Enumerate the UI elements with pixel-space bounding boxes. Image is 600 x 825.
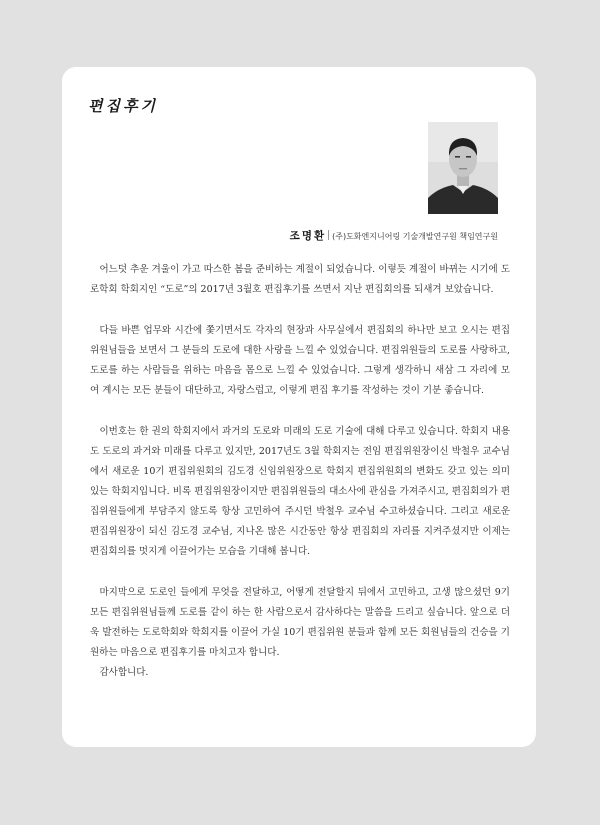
editorial-card xyxy=(62,67,536,747)
paragraph: 다들 바쁜 업무와 시간에 쫓기면서도 각자의 현장과 사무실에서 편집회의 하나만 보고 오시는 편집위원님들을 보면서 그 분들의 도로에 대한 사랑을 느낄 수 있었습니다. 편집위원들의 도로를 사랑하고, 도로를 하는 사람들을 위하는 마음을 몸으로 느낄 수 있었습니다. 그렇게 생각하니 새삼 그 자리에 모여 계시는 모든 분들이 대단하고, 자랑스럽고, 이렇게 편집 후기를 작성하는 것이 기분 좋습니다. xyxy=(90,325,510,396)
paragraph: 이번호는 한 권의 학회지에서 과거의 도로와 미래의 도로 기술에 대해 다루고 있습니다. 학회지 내용도 도로의 과거와 미래를 다루고 있지만, 2017년도 3월 학회지는 전임 편집위원장이신 박철우 교수님에서 새로운 10기 편집위원회의 김도경 신임위원장으로 학회지 편집위원회의 변화도 갖고 있는 의미있는 학회지입니다. 비록 편집위원장이지만 편집위원들의 대소사에 관심을 가져주시고, 편집회의가 편집위원들에게 부담주지 않도록 항상 고민하여 주시던 박철우 교수님 수고하셨습니다. 그리고 새로운 편집위원장이 되신 김도경 교수님, 지나온 많은 시간동안 항상 편집회의 자리를 지켜주셨지만 이제는 편집회의를 멋지게 이끌어가는 모습을 기대해 봅니다. xyxy=(90,426,510,557)
editorial-body xyxy=(90,260,510,704)
page-title: 편집후기 xyxy=(88,97,158,115)
paragraph: 어느덧 추운 겨울이 가고 따스한 봄을 준비하는 계절이 되었습니다. 이렇듯 계절이 바뀌는 시기에 도로학회 학회지인 “도로”의 2017년 3월호 편집후기를 쓰면서 지난 편집회의를 되새겨 보았습니다. xyxy=(90,264,510,295)
author-affiliation: (주)도화엔지니어링 기술개발연구원 책임연구원 xyxy=(332,232,498,241)
author-byline xyxy=(290,228,498,243)
byline-divider xyxy=(328,230,329,240)
author-photo xyxy=(428,122,498,214)
closing-line: 감사합니다. xyxy=(99,667,149,678)
author-portrait-icon xyxy=(428,122,498,214)
author-name: 조명환 xyxy=(289,230,327,242)
paragraph: 마지막으로 도로인 들에게 무엇을 전달하고, 어떻게 전달할지 뒤에서 고민하고, 고생 많으셨던 9기 모든 편집위원님들께 도로를 같이 하는 한 사람으로서 감사하다는 말씀을 드리고 싶습니다. 앞으로 더욱 발전하는 도로학회와 학회지를 이끌어 가실 10기 편집위원 분들과 함께 모든 회원님들의 건승을 기원하는 마음으로 편집후기를 마치고자 합니다. xyxy=(90,587,510,658)
